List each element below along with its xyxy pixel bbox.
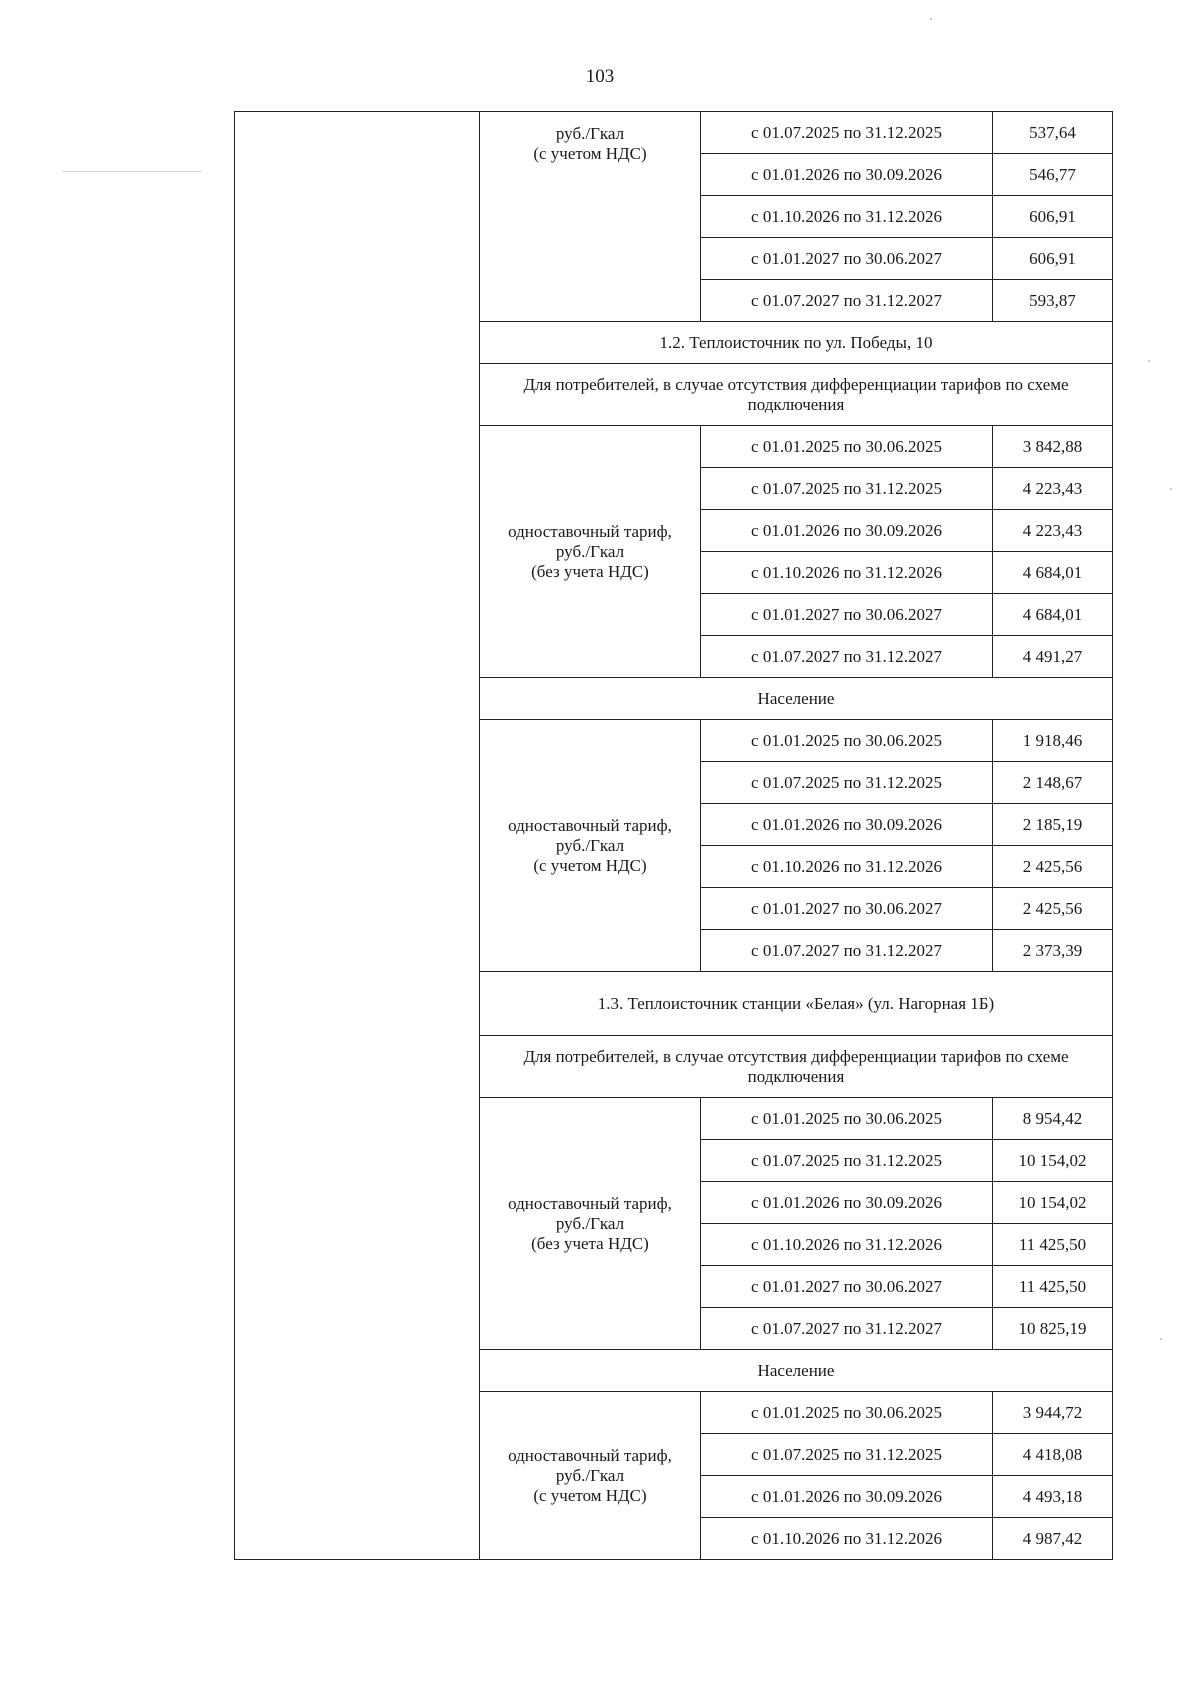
value-cell: 537,64 — [993, 112, 1113, 154]
value-cell: 4 418,08 — [993, 1434, 1113, 1476]
period-cell: с 01.07.2027 по 31.12.2027 — [701, 930, 993, 972]
population-heading: Население — [480, 1350, 1113, 1392]
tariff-description — [480, 1392, 701, 1560]
value-cell: 606,91 — [993, 238, 1113, 280]
description-line: (без учета НДС) — [531, 561, 649, 581]
description-line: руб./Гкал — [555, 124, 625, 143]
period-cell: с 01.01.2027 по 30.06.2027 — [701, 1266, 993, 1308]
description-line: руб./Гкал — [555, 1213, 625, 1233]
period-cell: с 01.07.2025 по 31.12.2025 — [701, 1140, 993, 1182]
value-cell: 4 491,27 — [993, 636, 1113, 678]
period-cell: с 01.07.2025 по 31.12.2025 — [701, 762, 993, 804]
description-line: одноставочный тариф, — [508, 1193, 672, 1213]
value-cell: 2 373,39 — [993, 930, 1113, 972]
description-line: (без учета НДС) — [531, 1233, 649, 1253]
period-cell: с 01.01.2027 по 30.06.2027 — [701, 888, 993, 930]
description-line: одноставочный тариф, — [508, 815, 672, 835]
value-cell: 4 987,42 — [993, 1518, 1113, 1560]
tariff-description — [480, 1098, 701, 1350]
scan-artifact — [1170, 488, 1172, 490]
scan-artifact — [1148, 360, 1150, 362]
value-cell: 2 425,56 — [993, 846, 1113, 888]
tariff-description — [480, 112, 701, 322]
value-cell: 4 493,18 — [993, 1476, 1113, 1518]
description-line: (с учетом НДС) — [533, 1485, 647, 1505]
population-heading: Население — [480, 678, 1113, 720]
period-cell: с 01.10.2026 по 31.12.2026 — [701, 196, 993, 238]
period-cell: с 01.07.2027 по 31.12.2027 — [701, 636, 993, 678]
description-line: одноставочный тариф, — [508, 521, 672, 541]
value-cell: 606,91 — [993, 196, 1113, 238]
value-cell: 11 425,50 — [993, 1266, 1113, 1308]
value-cell: 2 148,67 — [993, 762, 1113, 804]
consumers-heading: Для потребителей, в случае отсутствия дифференциации тарифов по схеме подключения — [480, 364, 1113, 426]
value-cell: 4 223,43 — [993, 468, 1113, 510]
description-line: одноставочный тариф, — [508, 1445, 672, 1465]
period-cell: с 01.01.2026 по 30.09.2026 — [701, 154, 993, 196]
value-cell: 2 425,56 — [993, 888, 1113, 930]
description-line: (с учетом НДС) — [533, 144, 647, 163]
consumers-heading: Для потребителей, в случае отсутствия дифференциации тарифов по схеме подключения — [480, 1036, 1113, 1098]
period-cell: с 01.10.2026 по 31.12.2026 — [701, 846, 993, 888]
tariff-table — [234, 111, 1113, 1560]
period-cell: с 01.01.2025 по 30.06.2025 — [701, 720, 993, 762]
value-cell: 4 223,43 — [993, 510, 1113, 552]
section-title: 1.3. Теплоисточник станции «Белая» (ул. Нагорная 1Б) — [480, 972, 1113, 1036]
value-cell: 546,77 — [993, 154, 1113, 196]
section-title: 1.2. Теплоисточник по ул. Победы, 10 — [480, 322, 1113, 364]
period-cell: с 01.01.2026 по 30.09.2026 — [701, 510, 993, 552]
value-cell: 2 185,19 — [993, 804, 1113, 846]
page-number: 103 — [585, 66, 615, 87]
period-cell: с 01.01.2025 по 30.06.2025 — [701, 426, 993, 468]
description-line: руб./Гкал — [555, 541, 625, 561]
description-line: (с учетом НДС) — [533, 855, 647, 875]
scan-artifact — [930, 18, 932, 20]
period-cell: с 01.01.2026 по 30.09.2026 — [701, 804, 993, 846]
value-cell: 10 154,02 — [993, 1182, 1113, 1224]
period-cell: с 01.07.2025 по 31.12.2025 — [701, 468, 993, 510]
value-cell: 3 944,72 — [993, 1392, 1113, 1434]
period-cell: с 01.10.2026 по 31.12.2026 — [701, 1518, 993, 1560]
period-cell: с 01.01.2025 по 30.06.2025 — [701, 1392, 993, 1434]
value-cell: 1 918,46 — [993, 720, 1113, 762]
scan-artifact — [1160, 1338, 1162, 1340]
period-cell: с 01.01.2026 по 30.09.2026 — [701, 1182, 993, 1224]
description-line: руб./Гкал — [555, 835, 625, 855]
tariff-description — [480, 720, 701, 972]
value-cell: 4 684,01 — [993, 552, 1113, 594]
value-cell: 593,87 — [993, 280, 1113, 322]
value-cell: 8 954,42 — [993, 1098, 1113, 1140]
period-cell: с 01.07.2027 по 31.12.2027 — [701, 280, 993, 322]
blank-first-column — [235, 112, 480, 1560]
value-cell: 10 154,02 — [993, 1140, 1113, 1182]
period-cell: с 01.07.2025 по 31.12.2025 — [701, 112, 993, 154]
table-row — [235, 112, 1113, 154]
description-line: руб./Гкал — [555, 1465, 625, 1485]
value-cell: 10 825,19 — [993, 1308, 1113, 1350]
period-cell: с 01.10.2026 по 31.12.2026 — [701, 552, 993, 594]
value-cell: 4 684,01 — [993, 594, 1113, 636]
scan-artifact — [62, 171, 202, 172]
value-cell: 11 425,50 — [993, 1224, 1113, 1266]
value-cell: 3 842,88 — [993, 426, 1113, 468]
period-cell: с 01.07.2025 по 31.12.2025 — [701, 1434, 993, 1476]
period-cell: с 01.01.2027 по 30.06.2027 — [701, 238, 993, 280]
period-cell: с 01.01.2025 по 30.06.2025 — [701, 1098, 993, 1140]
period-cell: с 01.01.2026 по 30.09.2026 — [701, 1476, 993, 1518]
tariff-description — [480, 426, 701, 678]
period-cell: с 01.01.2027 по 30.06.2027 — [701, 594, 993, 636]
period-cell: с 01.10.2026 по 31.12.2026 — [701, 1224, 993, 1266]
period-cell: с 01.07.2027 по 31.12.2027 — [701, 1308, 993, 1350]
